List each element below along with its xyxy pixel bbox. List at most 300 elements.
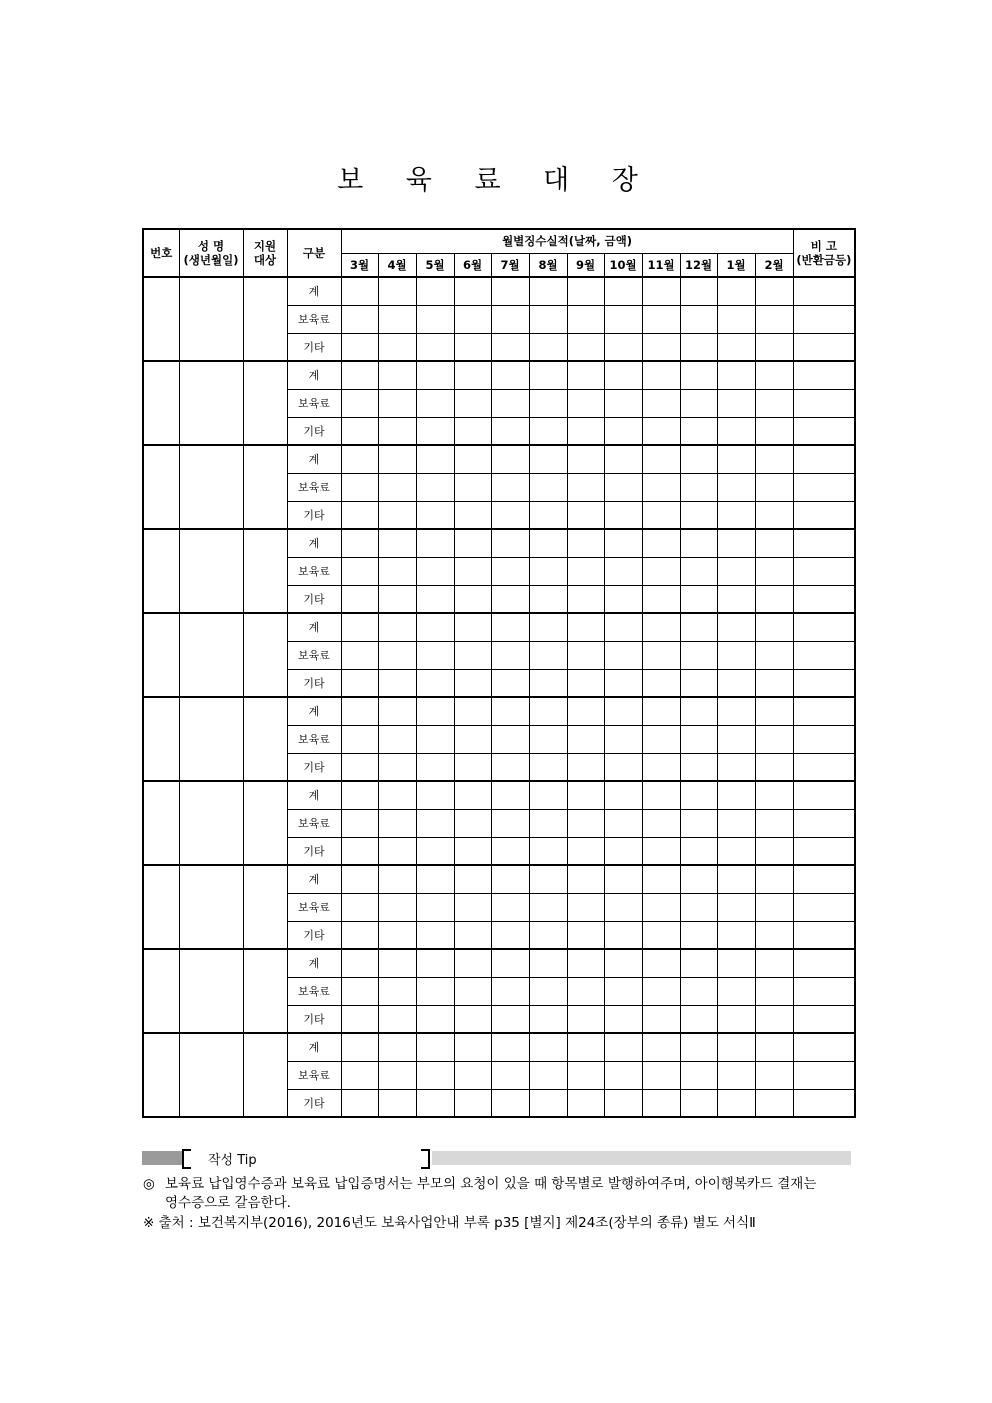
- cell-month-amount[interactable]: [642, 977, 680, 1005]
- cell-month-amount[interactable]: [567, 613, 604, 641]
- cell-month-amount[interactable]: [378, 1005, 416, 1033]
- cell-month-amount[interactable]: [604, 417, 642, 445]
- cell-month-amount[interactable]: [378, 697, 416, 725]
- cell-month-amount[interactable]: [454, 389, 491, 417]
- cell-no[interactable]: [143, 445, 179, 529]
- cell-month-amount[interactable]: [491, 417, 529, 445]
- cell-remarks[interactable]: [793, 641, 855, 669]
- cell-month-amount[interactable]: [604, 641, 642, 669]
- cell-month-amount[interactable]: [567, 949, 604, 977]
- cell-month-amount[interactable]: [717, 697, 755, 725]
- cell-month-amount[interactable]: [604, 473, 642, 501]
- cell-remarks[interactable]: [793, 501, 855, 529]
- cell-month-amount[interactable]: [717, 361, 755, 389]
- cell-month-amount[interactable]: [378, 893, 416, 921]
- cell-month-amount[interactable]: [567, 725, 604, 753]
- cell-month-amount[interactable]: [642, 1033, 680, 1061]
- cell-month-amount[interactable]: [454, 1033, 491, 1061]
- cell-month-amount[interactable]: [491, 529, 529, 557]
- cell-month-amount[interactable]: [642, 949, 680, 977]
- cell-month-amount[interactable]: [416, 1005, 454, 1033]
- cell-support[interactable]: [243, 361, 287, 445]
- cell-month-amount[interactable]: [755, 361, 793, 389]
- cell-month-amount[interactable]: [416, 1033, 454, 1061]
- cell-month-amount[interactable]: [680, 893, 717, 921]
- cell-month-amount[interactable]: [491, 613, 529, 641]
- cell-month-amount[interactable]: [567, 1005, 604, 1033]
- cell-month-amount[interactable]: [529, 501, 567, 529]
- cell-month-amount[interactable]: [717, 613, 755, 641]
- cell-remarks[interactable]: [793, 529, 855, 557]
- cell-month-amount[interactable]: [642, 753, 680, 781]
- cell-remarks[interactable]: [793, 893, 855, 921]
- cell-month-amount[interactable]: [680, 1061, 717, 1089]
- cell-month-amount[interactable]: [491, 977, 529, 1005]
- cell-month-amount[interactable]: [416, 893, 454, 921]
- cell-month-amount[interactable]: [755, 417, 793, 445]
- cell-support[interactable]: [243, 529, 287, 613]
- cell-month-amount[interactable]: [567, 893, 604, 921]
- cell-month-amount[interactable]: [567, 585, 604, 613]
- cell-remarks[interactable]: [793, 333, 855, 361]
- cell-month-amount[interactable]: [341, 697, 378, 725]
- cell-month-amount[interactable]: [416, 977, 454, 1005]
- cell-month-amount[interactable]: [491, 641, 529, 669]
- cell-month-amount[interactable]: [341, 501, 378, 529]
- cell-month-amount[interactable]: [680, 557, 717, 585]
- cell-month-amount[interactable]: [416, 473, 454, 501]
- cell-month-amount[interactable]: [491, 389, 529, 417]
- cell-month-amount[interactable]: [529, 529, 567, 557]
- cell-month-amount[interactable]: [341, 641, 378, 669]
- cell-no[interactable]: [143, 697, 179, 781]
- cell-no[interactable]: [143, 781, 179, 865]
- cell-month-amount[interactable]: [680, 1033, 717, 1061]
- cell-month-amount[interactable]: [529, 1033, 567, 1061]
- cell-month-amount[interactable]: [529, 361, 567, 389]
- cell-month-amount[interactable]: [717, 949, 755, 977]
- cell-month-amount[interactable]: [680, 837, 717, 865]
- cell-month-amount[interactable]: [680, 361, 717, 389]
- cell-month-amount[interactable]: [717, 837, 755, 865]
- cell-month-amount[interactable]: [567, 389, 604, 417]
- cell-month-amount[interactable]: [717, 445, 755, 473]
- cell-remarks[interactable]: [793, 473, 855, 501]
- cell-month-amount[interactable]: [717, 1005, 755, 1033]
- cell-no[interactable]: [143, 529, 179, 613]
- cell-no[interactable]: [143, 1033, 179, 1117]
- cell-month-amount[interactable]: [717, 389, 755, 417]
- cell-month-amount[interactable]: [454, 837, 491, 865]
- cell-month-amount[interactable]: [567, 837, 604, 865]
- cell-month-amount[interactable]: [529, 977, 567, 1005]
- cell-support[interactable]: [243, 1033, 287, 1117]
- cell-month-amount[interactable]: [567, 1089, 604, 1117]
- cell-month-amount[interactable]: [529, 277, 567, 305]
- cell-month-amount[interactable]: [491, 725, 529, 753]
- cell-month-amount[interactable]: [529, 781, 567, 809]
- cell-month-amount[interactable]: [567, 781, 604, 809]
- cell-month-amount[interactable]: [604, 893, 642, 921]
- cell-month-amount[interactable]: [567, 977, 604, 1005]
- cell-month-amount[interactable]: [491, 585, 529, 613]
- cell-remarks[interactable]: [793, 725, 855, 753]
- cell-month-amount[interactable]: [680, 1005, 717, 1033]
- cell-name[interactable]: [179, 1033, 243, 1117]
- cell-month-amount[interactable]: [604, 781, 642, 809]
- cell-month-amount[interactable]: [755, 641, 793, 669]
- cell-month-amount[interactable]: [642, 893, 680, 921]
- cell-month-amount[interactable]: [378, 865, 416, 893]
- cell-month-amount[interactable]: [567, 669, 604, 697]
- cell-month-amount[interactable]: [642, 669, 680, 697]
- cell-month-amount[interactable]: [341, 1061, 378, 1089]
- cell-month-amount[interactable]: [717, 277, 755, 305]
- cell-month-amount[interactable]: [491, 1033, 529, 1061]
- cell-remarks[interactable]: [793, 613, 855, 641]
- cell-month-amount[interactable]: [416, 781, 454, 809]
- cell-month-amount[interactable]: [567, 865, 604, 893]
- cell-month-amount[interactable]: [642, 809, 680, 837]
- cell-month-amount[interactable]: [755, 473, 793, 501]
- cell-name[interactable]: [179, 697, 243, 781]
- cell-month-amount[interactable]: [378, 417, 416, 445]
- cell-month-amount[interactable]: [529, 725, 567, 753]
- cell-month-amount[interactable]: [604, 1089, 642, 1117]
- cell-month-amount[interactable]: [378, 669, 416, 697]
- cell-month-amount[interactable]: [491, 361, 529, 389]
- cell-month-amount[interactable]: [454, 445, 491, 473]
- cell-month-amount[interactable]: [341, 1005, 378, 1033]
- cell-month-amount[interactable]: [491, 1005, 529, 1033]
- cell-month-amount[interactable]: [755, 333, 793, 361]
- cell-month-amount[interactable]: [454, 977, 491, 1005]
- cell-month-amount[interactable]: [567, 921, 604, 949]
- cell-remarks[interactable]: [793, 389, 855, 417]
- cell-month-amount[interactable]: [529, 865, 567, 893]
- cell-month-amount[interactable]: [567, 501, 604, 529]
- cell-month-amount[interactable]: [529, 473, 567, 501]
- cell-remarks[interactable]: [793, 669, 855, 697]
- cell-month-amount[interactable]: [341, 305, 378, 333]
- cell-month-amount[interactable]: [604, 1061, 642, 1089]
- cell-month-amount[interactable]: [642, 501, 680, 529]
- cell-month-amount[interactable]: [341, 977, 378, 1005]
- cell-month-amount[interactable]: [454, 305, 491, 333]
- cell-month-amount[interactable]: [604, 865, 642, 893]
- cell-month-amount[interactable]: [604, 837, 642, 865]
- cell-name[interactable]: [179, 445, 243, 529]
- cell-month-amount[interactable]: [567, 1061, 604, 1089]
- cell-month-amount[interactable]: [378, 529, 416, 557]
- cell-month-amount[interactable]: [454, 501, 491, 529]
- cell-month-amount[interactable]: [642, 781, 680, 809]
- cell-month-amount[interactable]: [416, 445, 454, 473]
- cell-month-amount[interactable]: [680, 389, 717, 417]
- cell-month-amount[interactable]: [642, 529, 680, 557]
- cell-month-amount[interactable]: [755, 585, 793, 613]
- cell-month-amount[interactable]: [378, 725, 416, 753]
- cell-month-amount[interactable]: [717, 305, 755, 333]
- cell-month-amount[interactable]: [717, 669, 755, 697]
- cell-remarks[interactable]: [793, 585, 855, 613]
- cell-month-amount[interactable]: [416, 305, 454, 333]
- cell-month-amount[interactable]: [680, 417, 717, 445]
- cell-remarks[interactable]: [793, 921, 855, 949]
- cell-month-amount[interactable]: [454, 641, 491, 669]
- cell-remarks[interactable]: [793, 445, 855, 473]
- cell-month-amount[interactable]: [755, 753, 793, 781]
- cell-month-amount[interactable]: [717, 501, 755, 529]
- cell-month-amount[interactable]: [416, 753, 454, 781]
- cell-month-amount[interactable]: [341, 949, 378, 977]
- cell-month-amount[interactable]: [717, 977, 755, 1005]
- cell-month-amount[interactable]: [642, 921, 680, 949]
- cell-month-amount[interactable]: [529, 1005, 567, 1033]
- cell-month-amount[interactable]: [755, 501, 793, 529]
- cell-support[interactable]: [243, 949, 287, 1033]
- cell-month-amount[interactable]: [529, 305, 567, 333]
- cell-month-amount[interactable]: [567, 809, 604, 837]
- cell-month-amount[interactable]: [755, 277, 793, 305]
- cell-month-amount[interactable]: [416, 557, 454, 585]
- cell-month-amount[interactable]: [341, 585, 378, 613]
- cell-month-amount[interactable]: [680, 641, 717, 669]
- cell-month-amount[interactable]: [717, 585, 755, 613]
- cell-month-amount[interactable]: [416, 333, 454, 361]
- cell-month-amount[interactable]: [680, 305, 717, 333]
- cell-month-amount[interactable]: [604, 725, 642, 753]
- cell-month-amount[interactable]: [378, 557, 416, 585]
- cell-no[interactable]: [143, 361, 179, 445]
- cell-month-amount[interactable]: [454, 921, 491, 949]
- cell-month-amount[interactable]: [755, 697, 793, 725]
- cell-month-amount[interactable]: [680, 697, 717, 725]
- cell-month-amount[interactable]: [454, 893, 491, 921]
- cell-month-amount[interactable]: [755, 1033, 793, 1061]
- cell-month-amount[interactable]: [454, 1089, 491, 1117]
- cell-month-amount[interactable]: [680, 949, 717, 977]
- cell-month-amount[interactable]: [567, 641, 604, 669]
- cell-month-amount[interactable]: [491, 837, 529, 865]
- cell-month-amount[interactable]: [680, 725, 717, 753]
- cell-month-amount[interactable]: [416, 417, 454, 445]
- cell-month-amount[interactable]: [755, 921, 793, 949]
- cell-month-amount[interactable]: [680, 865, 717, 893]
- cell-month-amount[interactable]: [604, 921, 642, 949]
- cell-month-amount[interactable]: [378, 305, 416, 333]
- cell-month-amount[interactable]: [378, 781, 416, 809]
- cell-month-amount[interactable]: [642, 277, 680, 305]
- cell-month-amount[interactable]: [680, 613, 717, 641]
- cell-month-amount[interactable]: [491, 501, 529, 529]
- cell-month-amount[interactable]: [755, 529, 793, 557]
- cell-month-amount[interactable]: [567, 333, 604, 361]
- cell-month-amount[interactable]: [341, 809, 378, 837]
- cell-month-amount[interactable]: [642, 837, 680, 865]
- cell-month-amount[interactable]: [680, 809, 717, 837]
- cell-month-amount[interactable]: [416, 809, 454, 837]
- cell-month-amount[interactable]: [378, 949, 416, 977]
- cell-name[interactable]: [179, 529, 243, 613]
- cell-month-amount[interactable]: [341, 529, 378, 557]
- cell-no[interactable]: [143, 613, 179, 697]
- cell-month-amount[interactable]: [642, 389, 680, 417]
- cell-remarks[interactable]: [793, 697, 855, 725]
- cell-month-amount[interactable]: [454, 697, 491, 725]
- cell-month-amount[interactable]: [604, 977, 642, 1005]
- cell-support[interactable]: [243, 865, 287, 949]
- cell-remarks[interactable]: [793, 809, 855, 837]
- cell-month-amount[interactable]: [717, 781, 755, 809]
- cell-month-amount[interactable]: [604, 809, 642, 837]
- cell-month-amount[interactable]: [529, 445, 567, 473]
- cell-month-amount[interactable]: [378, 277, 416, 305]
- cell-month-amount[interactable]: [341, 473, 378, 501]
- cell-month-amount[interactable]: [454, 669, 491, 697]
- cell-month-amount[interactable]: [491, 697, 529, 725]
- cell-no[interactable]: [143, 949, 179, 1033]
- cell-month-amount[interactable]: [454, 809, 491, 837]
- cell-month-amount[interactable]: [454, 1061, 491, 1089]
- cell-month-amount[interactable]: [604, 501, 642, 529]
- cell-month-amount[interactable]: [454, 949, 491, 977]
- cell-month-amount[interactable]: [416, 361, 454, 389]
- cell-month-amount[interactable]: [604, 445, 642, 473]
- cell-month-amount[interactable]: [567, 697, 604, 725]
- cell-month-amount[interactable]: [491, 333, 529, 361]
- cell-month-amount[interactable]: [529, 837, 567, 865]
- cell-month-amount[interactable]: [567, 445, 604, 473]
- cell-month-amount[interactable]: [378, 921, 416, 949]
- cell-month-amount[interactable]: [529, 1089, 567, 1117]
- cell-month-amount[interactable]: [755, 865, 793, 893]
- cell-month-amount[interactable]: [416, 277, 454, 305]
- cell-month-amount[interactable]: [755, 837, 793, 865]
- cell-month-amount[interactable]: [755, 1005, 793, 1033]
- cell-month-amount[interactable]: [491, 557, 529, 585]
- cell-month-amount[interactable]: [454, 1005, 491, 1033]
- cell-month-amount[interactable]: [680, 753, 717, 781]
- cell-month-amount[interactable]: [642, 333, 680, 361]
- cell-month-amount[interactable]: [529, 613, 567, 641]
- cell-month-amount[interactable]: [454, 585, 491, 613]
- cell-month-amount[interactable]: [454, 361, 491, 389]
- cell-month-amount[interactable]: [680, 585, 717, 613]
- cell-month-amount[interactable]: [378, 1061, 416, 1089]
- cell-month-amount[interactable]: [341, 669, 378, 697]
- cell-month-amount[interactable]: [680, 529, 717, 557]
- cell-month-amount[interactable]: [529, 557, 567, 585]
- cell-month-amount[interactable]: [755, 977, 793, 1005]
- cell-month-amount[interactable]: [755, 613, 793, 641]
- cell-month-amount[interactable]: [642, 725, 680, 753]
- cell-month-amount[interactable]: [717, 333, 755, 361]
- cell-month-amount[interactable]: [416, 585, 454, 613]
- cell-month-amount[interactable]: [529, 641, 567, 669]
- cell-month-amount[interactable]: [680, 669, 717, 697]
- cell-month-amount[interactable]: [529, 753, 567, 781]
- cell-month-amount[interactable]: [717, 809, 755, 837]
- cell-remarks[interactable]: [793, 1061, 855, 1089]
- cell-month-amount[interactable]: [454, 725, 491, 753]
- cell-month-amount[interactable]: [416, 669, 454, 697]
- cell-month-amount[interactable]: [604, 1033, 642, 1061]
- cell-month-amount[interactable]: [491, 277, 529, 305]
- cell-month-amount[interactable]: [642, 473, 680, 501]
- cell-month-amount[interactable]: [680, 445, 717, 473]
- cell-month-amount[interactable]: [680, 277, 717, 305]
- cell-month-amount[interactable]: [717, 1033, 755, 1061]
- cell-month-amount[interactable]: [755, 669, 793, 697]
- cell-month-amount[interactable]: [491, 753, 529, 781]
- cell-support[interactable]: [243, 445, 287, 529]
- cell-month-amount[interactable]: [454, 417, 491, 445]
- cell-month-amount[interactable]: [529, 417, 567, 445]
- cell-month-amount[interactable]: [491, 949, 529, 977]
- cell-month-amount[interactable]: [755, 445, 793, 473]
- cell-month-amount[interactable]: [454, 473, 491, 501]
- cell-month-amount[interactable]: [604, 697, 642, 725]
- cell-month-amount[interactable]: [341, 1033, 378, 1061]
- cell-month-amount[interactable]: [642, 865, 680, 893]
- cell-month-amount[interactable]: [378, 445, 416, 473]
- cell-month-amount[interactable]: [604, 529, 642, 557]
- cell-month-amount[interactable]: [416, 501, 454, 529]
- cell-month-amount[interactable]: [378, 585, 416, 613]
- cell-month-amount[interactable]: [341, 725, 378, 753]
- cell-month-amount[interactable]: [378, 837, 416, 865]
- cell-month-amount[interactable]: [378, 361, 416, 389]
- cell-month-amount[interactable]: [378, 753, 416, 781]
- cell-month-amount[interactable]: [341, 893, 378, 921]
- cell-month-amount[interactable]: [341, 389, 378, 417]
- cell-month-amount[interactable]: [416, 725, 454, 753]
- cell-month-amount[interactable]: [529, 893, 567, 921]
- cell-month-amount[interactable]: [341, 557, 378, 585]
- cell-month-amount[interactable]: [454, 529, 491, 557]
- cell-month-amount[interactable]: [491, 445, 529, 473]
- cell-month-amount[interactable]: [416, 1089, 454, 1117]
- cell-month-amount[interactable]: [755, 1061, 793, 1089]
- cell-month-amount[interactable]: [717, 529, 755, 557]
- cell-month-amount[interactable]: [491, 781, 529, 809]
- cell-month-amount[interactable]: [680, 977, 717, 1005]
- cell-month-amount[interactable]: [378, 501, 416, 529]
- cell-month-amount[interactable]: [680, 781, 717, 809]
- cell-month-amount[interactable]: [416, 949, 454, 977]
- cell-month-amount[interactable]: [378, 389, 416, 417]
- cell-month-amount[interactable]: [642, 697, 680, 725]
- cell-month-amount[interactable]: [604, 305, 642, 333]
- cell-month-amount[interactable]: [529, 1061, 567, 1089]
- cell-remarks[interactable]: [793, 865, 855, 893]
- cell-month-amount[interactable]: [680, 473, 717, 501]
- cell-month-amount[interactable]: [717, 417, 755, 445]
- cell-month-amount[interactable]: [717, 865, 755, 893]
- cell-month-amount[interactable]: [567, 557, 604, 585]
- cell-month-amount[interactable]: [454, 333, 491, 361]
- cell-month-amount[interactable]: [416, 1061, 454, 1089]
- cell-month-amount[interactable]: [642, 585, 680, 613]
- cell-month-amount[interactable]: [642, 613, 680, 641]
- cell-month-amount[interactable]: [755, 725, 793, 753]
- cell-month-amount[interactable]: [755, 1089, 793, 1117]
- cell-name[interactable]: [179, 361, 243, 445]
- cell-month-amount[interactable]: [642, 361, 680, 389]
- cell-month-amount[interactable]: [454, 277, 491, 305]
- cell-month-amount[interactable]: [341, 1089, 378, 1117]
